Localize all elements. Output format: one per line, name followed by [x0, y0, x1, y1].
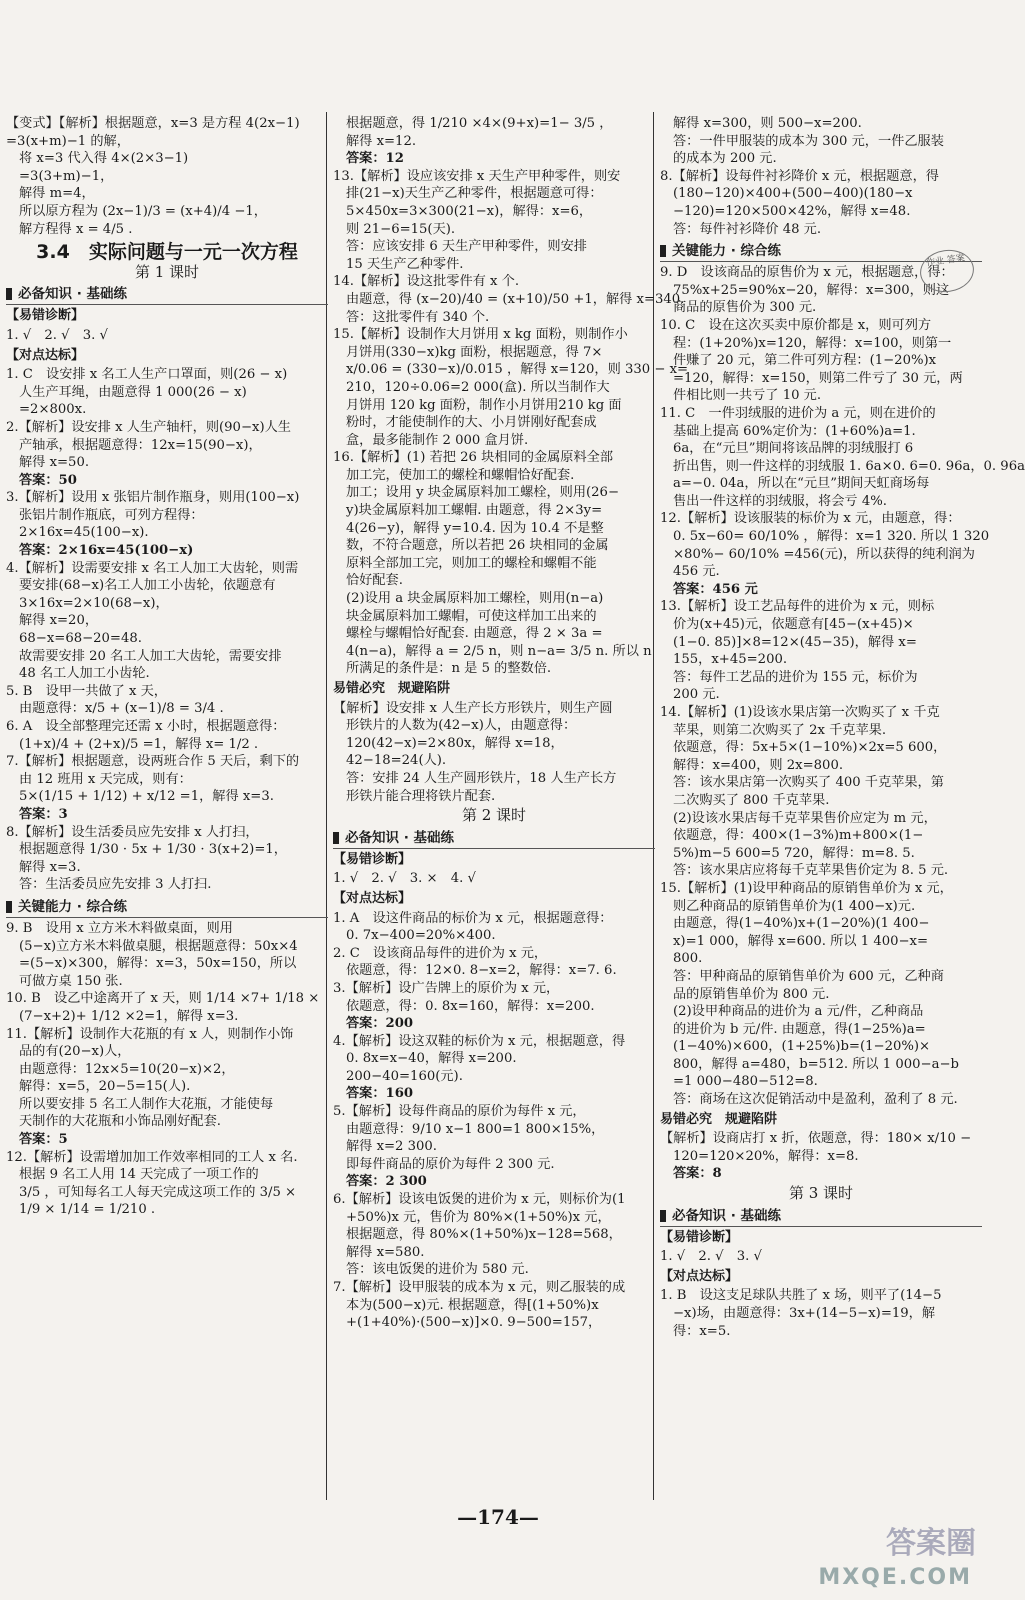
text-line: 解得 x=50.	[19, 455, 90, 471]
text-line: 根据题意得 1/30 · 5x + 1/30 · 3(x+2)=1，	[19, 842, 287, 858]
text-line: 品的有(20−x)人，	[19, 1044, 131, 1060]
chapter-title: 3.4 实际问题与一元一次方程	[36, 241, 298, 264]
text-line: 根据题意，得 80%×(1+50%)x−128=568，	[346, 1227, 622, 1243]
text-line: 7.【解析】根据题意，设两班合作 5 天后，剩下的	[6, 754, 300, 770]
text-line: 价为(x+45)元，依题意有[45−(x+45)×	[673, 617, 914, 633]
text-line: 120=120×20%，解得：x=8.	[673, 1148, 859, 1164]
text-line: 【解析】设商店打 x 折，依题意，得：180× x/10 −	[660, 1131, 972, 1147]
text-line: 3×16x=2×10(68−x)，	[19, 595, 169, 611]
text-line: 1. √ 2. √ 3. √	[6, 327, 108, 343]
text-line: 将 x=3 代入得 4×(2×3−1)	[19, 151, 189, 167]
text-line: 6. A 设全部整理完还需 x 小时，根据题意得：	[6, 719, 286, 734]
text-line: 答：该水果店应将每千克苹果售价定为 8. 5 元.	[673, 863, 949, 879]
subsection-heading: 易错必究 规避陷阱	[660, 1111, 778, 1127]
watermark-en: MXQE.COM	[818, 1565, 972, 1590]
text-line: 4.【解析】设需要安排 x 名工人加工大齿轮，则需	[6, 560, 299, 576]
text-line: 2×16x=45(100−x).	[19, 525, 149, 541]
text-line: 12.【解析】设需增加加工作效率相同的工人 x 名.	[6, 1149, 298, 1165]
section-heading: 必备知识 · 基础练	[6, 284, 328, 305]
watermark-cn: 答案圈	[886, 1526, 976, 1561]
text-line: 件赚了 20 元，第二件可列方程：(1−20%)x	[673, 353, 937, 369]
text-line: 由题意，得(1−40%)x+(1−20%)(1 400−	[673, 916, 930, 932]
text-line: 210，120÷0.06=2 000(盒). 所以当制作大	[346, 379, 610, 395]
text-line: 粉时，才能使制作的大、小月饼刚好配套成	[346, 415, 597, 431]
text-line: 解得：x=5，20−5=15(人).	[19, 1079, 191, 1095]
text-line: 解得 x=3.	[19, 859, 81, 875]
text-line: (7−x+2)+ 1/12 ×2=1，解得 x=3.	[19, 1008, 239, 1024]
text-line: 68−x=68−20=48.	[19, 631, 142, 647]
text-line: 答：应该安排 6 天生产甲种零件，则安排	[346, 239, 587, 255]
text-line: 120(42−x)=2×80x，解得 x=18，	[346, 735, 564, 751]
text-line: 由 12 班用 x 天完成，则有：	[19, 771, 192, 787]
subsection-heading: 【对点达标】	[6, 347, 85, 363]
column-right	[660, 115, 1025, 1340]
text-line: 排(21−x)天生产乙种零件，根据题意可得：	[346, 186, 603, 202]
handwritten-stamp: 作业 答案	[917, 246, 976, 295]
text-line: 16.【解析】(1) 若把 26 块相同的金属原料全部	[333, 450, 614, 466]
text-line: 张铝片制作瓶底，可列方程得：	[19, 507, 204, 523]
text-line: 答：甲种商品的原销售单价为 600 元，乙种商	[673, 968, 944, 984]
text-line: 所满足的条件是：n 是 5 的整数倍.	[346, 661, 552, 677]
text-line: (1−0. 85)]×8=12×(45−35)，解得 x=	[673, 634, 917, 650]
text-line: 12.【解析】设该服装的标价为 x 元，由题意，得：	[660, 511, 961, 527]
text-line: 折出售，则一件这样的羽绒服 1. 6a×0. 6=0. 96a，0. 96a	[673, 458, 1025, 474]
column-middle	[333, 115, 689, 1332]
text-line: 由题意得：x/5 + (x−1)/8 = 3/4 .	[19, 701, 224, 717]
text-line: 答：每件衬衫降价 48 元.	[673, 221, 822, 237]
text-line: 数，不符合题意，所以若把 26 块相同的金属	[346, 538, 609, 554]
text-line: x)=1 000，解得 x=600. 所以 1 400−x=	[673, 933, 929, 949]
text-line: 答：该电饭煲的进价为 580 元.	[346, 1262, 529, 1278]
section-heading: 关键能力 · 综合练	[660, 241, 982, 262]
text-line: 得：x=5.	[673, 1323, 731, 1339]
text-line: 块金属原料加工螺帽，可使这样加工出来的	[346, 608, 597, 624]
text-line: 答：这批零件有 340 个.	[346, 309, 490, 325]
text-line: 依题意，得：0. 8x=160，解得：x=200.	[346, 998, 595, 1014]
text-line: 产轴承，根据题意得：12x=15(90−x)，	[19, 437, 262, 453]
text-line: 解得 x=580.	[346, 1244, 425, 1260]
text-line: 456 元.	[673, 564, 720, 580]
text-line: 9. D 设该商品的原售价为 x 元，根据题意，得：	[660, 265, 954, 281]
text-line: 11.【解析】设制作大花瓶的有 x 人，则制作小饰	[6, 1026, 294, 1042]
text-line: (2)设该水果店每千克苹果售价应定为 m 元，	[673, 810, 937, 826]
text-line: 所以要安排 5 名工人制作大花瓶，才能使每	[19, 1096, 274, 1112]
text-line: a=−0. 04a，所以在“元旦”期间天虹商场每	[673, 476, 930, 492]
text-line: 5%)m−5 600=5 720，解得：m=8. 5.	[673, 845, 915, 861]
text-line: ×80%− 60/10% =456(元)，所以获得的纯利润为	[673, 546, 975, 562]
text-line: 月饼用(330−x)kg 面粉，根据题意，得 7×	[346, 344, 603, 360]
text-line: 0. 8x=x−40，解得 x=200.	[346, 1051, 517, 1067]
text-line: 天制作的大花瓶和小饰品刚好配套.	[19, 1114, 222, 1130]
text-line: 可做方桌 150 张.	[19, 973, 123, 989]
text-line: 由题意，得 (x−20)/40 = (x+10)/50 +1，解得 x=340.	[346, 291, 685, 307]
text-line: 42−18=24(人).	[346, 753, 447, 769]
answer-line: 答案：2 300	[346, 1174, 427, 1190]
text-line: 2. C 设该商品每件的进价为 x 元，	[333, 945, 548, 961]
text-line: 售出一件这样的羽绒服，将会亏 4%.	[673, 493, 887, 509]
section-heading: 关键能力 · 综合练	[6, 897, 328, 918]
text-line: 盒，最多能制作 2 000 盒月饼.	[346, 432, 529, 448]
answer-line: 答案：160	[346, 1086, 414, 1102]
answer-line: 答案：8	[673, 1166, 722, 1182]
answer-line: 答案：12	[346, 151, 404, 167]
text-line: 二次购买了 800 千克苹果.	[673, 792, 830, 808]
text-line: 恰好配套.	[346, 573, 403, 589]
text-line: 2.【解析】设安排 x 人生产轴杆，则(90−x)人生	[6, 419, 291, 435]
text-line: 的成本为 200 元.	[673, 151, 777, 167]
text-line: 程：(1+20%)x=120，解得：x=100，则第一	[673, 335, 952, 351]
text-line: 800，解得 a=480，b=512. 所以 1 000−a−b	[673, 1056, 959, 1072]
text-line: −x)场，由题意得：3x+(14−5−x)=19，解	[673, 1306, 936, 1321]
answer-line: 答案：3	[19, 806, 68, 822]
text-line: 由题意得：12x×5=10(20−x)×2，	[19, 1061, 235, 1077]
subsection-heading: 【易错诊断】	[333, 851, 412, 867]
text-line: 13.【解析】设应该安排 x 天生产甲种零件，则安	[333, 168, 621, 184]
text-line: 3/5 ，可知每名工人每天完成这项工作的 3/5 ×	[19, 1184, 297, 1200]
text-line: 的进价为 b 元/件. 由题意，得(1−25%)a=	[673, 1021, 926, 1037]
text-line: (5−x)立方米木料做桌腿，根据题意得：50x×4	[19, 938, 298, 954]
answer-line: 答案：5	[19, 1132, 68, 1148]
text-line: 加工；设用 y 块金属原料加工螺栓，则用(26−	[346, 485, 619, 501]
text-line: 即每件商品的原价为每件 2 300 元.	[346, 1156, 555, 1172]
text-line: 7.【解析】设甲服装的成本为 x 元，则乙服装的成	[333, 1280, 626, 1295]
text-line: 14.【解析】(1)设该水果店第一次购买了 x 千克	[660, 705, 940, 720]
lesson-title: 第 2 课时	[461, 806, 527, 825]
text-line: 4(26−y)，解得 y=10.4. 因为 10.4 不是整	[346, 520, 604, 536]
text-line: 品的原销售单价为 800 元.	[673, 986, 830, 1002]
text-line: 则乙种商品的原销售单价为(1 400−x)元.	[673, 898, 916, 914]
text-line: 解得 x=2 300.	[346, 1139, 437, 1155]
text-line: =(5−x)×300，解得：x=3，50x=150，所以	[19, 956, 297, 972]
section-heading: 必备知识 · 基础练	[660, 1206, 982, 1227]
text-line: =2×800x.	[19, 402, 87, 418]
text-line: 形铁片能合理将铁片配套.	[346, 788, 496, 804]
text-line: 答：每件工艺品的进价为 155 元，标价为	[673, 669, 918, 685]
text-line: 3.【解析】设用 x 张铝片制作瓶身，则用(100−x)	[6, 490, 300, 506]
column-left	[6, 115, 328, 1219]
text-line: 200 元.	[673, 687, 720, 703]
text-line: 解方程得 x = 4/5 .	[19, 221, 133, 237]
text-line: 3.【解析】设广告牌上的原价为 x 元，	[333, 980, 560, 996]
text-line: 答：安排 24 人生产圆形铁片，18 人生产长方	[346, 770, 617, 786]
text-line: 依题意，得：400×(1−3%)m+800×(1−	[673, 828, 924, 844]
text-line: 1. C 设安排 x 名工人生产口罩面，则(26 − x)	[6, 367, 288, 383]
text-line: 75%x+25=90%x−20，解得：x=300，则这	[673, 282, 950, 298]
text-line: 4(n−a)，解得 a = 2/5 n，则 n−a= 3/5 n. 所以 n	[346, 643, 652, 659]
text-line: 200−40=160(元).	[346, 1068, 463, 1084]
text-line: 原料全部加工完，则加工的螺栓和螺帽不能	[346, 555, 597, 571]
subsection-heading: 【易错诊断】	[660, 1229, 739, 1245]
text-line: x/0.06 = (330−x)/0.015 ，解得 x=120，则 330 − x=	[346, 362, 689, 378]
text-line: 5. B 设甲一共做了 x 天，	[6, 683, 167, 699]
text-line: 要安排(68−x)名工人加工小齿轮，依题意有	[19, 578, 276, 594]
text-line: 基础上提高 60%定价为：(1+60%)a=1.	[673, 423, 916, 439]
text-line: 由题意得：9/10 x−1 800=1 800×15%，	[346, 1121, 605, 1137]
lesson-title: 第 1 课时	[134, 262, 200, 281]
text-line: =3(3+m)−1，	[19, 168, 114, 184]
lesson-title: 第 3 课时	[788, 1184, 854, 1203]
text-line: 10. B 设乙中途离开了 x 天，则 1/14 ×7+ 1/18 ×	[6, 991, 320, 1007]
text-line: +50%)x 元，售价为 80%×(1+50%)x 元，	[346, 1209, 611, 1225]
text-line: 商品的原售价为 300 元.	[673, 300, 817, 316]
text-line: 9. B 设用 x 立方米木料做桌面，则用	[6, 920, 233, 936]
text-line: 答：生活委员应先安排 3 人打扫.	[19, 877, 212, 893]
text-line: 件相比则一共亏了 10 元.	[673, 388, 822, 404]
text-line: 【变式】【解析】根据题意，x=3 是方程 4(2x−1)	[6, 116, 300, 131]
text-line: 14.【解析】设这批零件有 x 个.	[333, 274, 520, 290]
text-line: 苹果，则第二次购买了 2x 千克苹果.	[673, 722, 887, 738]
text-line: 答：该水果店第一次购买了 400 千克苹果，第	[673, 775, 944, 791]
text-line: 15 天生产乙种零件.	[346, 256, 464, 272]
text-line: 5×(1/15 + 1/12) + x/12 =1，解得 x=3.	[19, 789, 274, 805]
text-line: 1/9 × 1/14 = 1/210 .	[19, 1202, 156, 1218]
text-line: 根据 9 名工人用 14 天完成了一项工作的	[19, 1167, 259, 1183]
text-line: 依题意，得：12×0. 8−x=2，解得：x=7. 6.	[346, 963, 617, 979]
text-line: 解得 x=300，则 500−x=200.	[673, 116, 862, 131]
text-line: 加工完，使加工的螺栓和螺帽恰好配套.	[346, 467, 575, 483]
page-number: —174—	[457, 1505, 539, 1529]
text-line: (2)设用 a 块金属原料加工螺栓，则用(n−a)	[346, 591, 604, 607]
text-line: 155，x+45=200.	[673, 652, 788, 668]
text-line: 15.【解析】(1)设甲种商品的原销售单价为 x 元，	[660, 880, 953, 896]
text-line: 5×450x=3×300(21−x)，解得：x=6，	[346, 203, 593, 219]
text-line: 解得 x=20，	[19, 613, 99, 629]
text-line: 解得 x=12.	[346, 133, 417, 149]
text-line: =1 000−480−512=8.	[673, 1074, 818, 1090]
text-line: (1+x)/4 + (2+x)/5 =1，解得 x= 1/2 .	[19, 736, 259, 752]
answer-line: 答案：50	[19, 472, 77, 488]
text-line: 5.【解析】设每件商品的原价为每件 x 元，	[333, 1104, 586, 1120]
text-line: 月饼用 120 kg 面粉，制作小月饼用210 kg 面	[346, 397, 622, 413]
text-line: (180−120)×400+(500−400)(180−x	[673, 186, 913, 202]
text-line: 48 名工人加工小齿轮.	[19, 666, 150, 682]
text-line: 6.【解析】设该电饭煲的进价为 x 元，则标价为(1	[333, 1192, 626, 1208]
text-line: =120，解得：x=150，则第二件亏了 30 元，两	[673, 370, 963, 386]
text-line: +(1+40%)·(500−x)]×0. 9−500=157，	[346, 1315, 602, 1331]
text-line: 本为(500−x)元. 根据题意，得[(1+50%)x	[346, 1297, 599, 1313]
text-line: (1−40%)×600，(1+25%)b=(1−20%)×	[673, 1039, 931, 1055]
text-line: 13.【解析】设工艺品每件的进价为 x 元，则标	[660, 599, 935, 615]
text-line: 4.【解析】设这双鞋的标价为 x 元，根据题意，得	[333, 1033, 626, 1049]
text-line: 解得：x=400，则 2x=800.	[673, 757, 844, 773]
text-line: 答：一件甲服装的成本为 300 元，一件乙服装	[673, 133, 944, 149]
text-line: 8.【解析】设每件衬衫降价 x 元，根据题意，得	[660, 168, 939, 184]
text-line: 解得 m=4，	[19, 186, 95, 202]
text-line: 1. B 设这支足球队共胜了 x 场，则平了(14−5	[660, 1288, 942, 1304]
text-line: 根据题意，得 1/210 ×4×(9+x)=1− 3/5 ，	[346, 116, 613, 131]
text-line: 螺栓与螺帽恰好配套. 由题意，得 2 × 3a =	[346, 626, 603, 642]
answer-line: 答案：456 元	[673, 581, 758, 597]
subsection-heading: 【对点达标】	[660, 1268, 739, 1284]
text-line: =3(x+m)−1 的解，	[6, 133, 130, 149]
section-heading: 必备知识 · 基础练	[333, 828, 655, 849]
text-line: 0. 5x−60= 60/10% ，解得：x=1 320. 所以 1 320	[673, 529, 990, 545]
text-line: 所以原方程为 (2x−1)/3 = (x+4)/4 −1，	[19, 203, 267, 219]
subsection-heading: 易错必究 规避陷阱	[333, 681, 451, 696]
text-line: 人生产耳绳，由题意得 1 000(26 − x)	[19, 384, 247, 400]
text-line: 1. √ 2. √ 3. √	[660, 1249, 762, 1265]
text-line: 答：商场在这次促销活动中是盈利，盈利了 8 元.	[673, 1092, 958, 1108]
answer-line: 答案：200	[346, 1016, 414, 1032]
text-line: 10. C 设在这次买卖中原价都是 x，则可列方	[660, 317, 932, 333]
text-line: 8.【解析】设生活委员应先安排 x 人打扫，	[6, 824, 259, 840]
text-line: y)块金属原料加工螺帽. 由题意，得 2×3y=	[346, 503, 603, 519]
text-line: 6a，在“元旦”期间将该品牌的羽绒服打 6	[673, 441, 914, 457]
subsection-heading: 【易错诊断】	[6, 308, 85, 324]
text-line: 形铁片的人数为(42−x)人，由题意得：	[346, 718, 577, 734]
text-line: 15.【解析】设制作大月饼用 x kg 面粉，则制作小	[333, 327, 628, 343]
text-line: 依题意，得：5x+5×(1−10%)×2x=5 600，	[673, 740, 947, 756]
text-line: −120)=120×500×42%，解得 x=48.	[673, 203, 911, 219]
text-line: 800.	[673, 951, 703, 967]
answer-line: 答案：2×16x=45(100−x)	[19, 543, 194, 559]
text-line: 【解析】设安排 x 人生产长方形铁片，则生产圆	[333, 700, 613, 716]
text-line: (2)设甲种商品的进价为 a 元/件，乙种商品	[673, 1004, 924, 1020]
text-line: 11. C 一件羽绒服的进价为 a 元，则在进价的	[660, 405, 936, 421]
text-line: 1. √ 2. √ 3. × 4. √	[333, 871, 476, 887]
subsection-heading: 【对点达标】	[333, 890, 412, 906]
text-line: 0. 7x−400=20%×400.	[346, 928, 496, 944]
text-line: 1. A 设这件商品的标价为 x 元，根据题意得：	[333, 910, 613, 926]
text-line: 则 21−6=15(天).	[346, 221, 456, 237]
text-line: 故需要安排 20 名工人加工大齿轮，需要安排	[19, 648, 282, 664]
